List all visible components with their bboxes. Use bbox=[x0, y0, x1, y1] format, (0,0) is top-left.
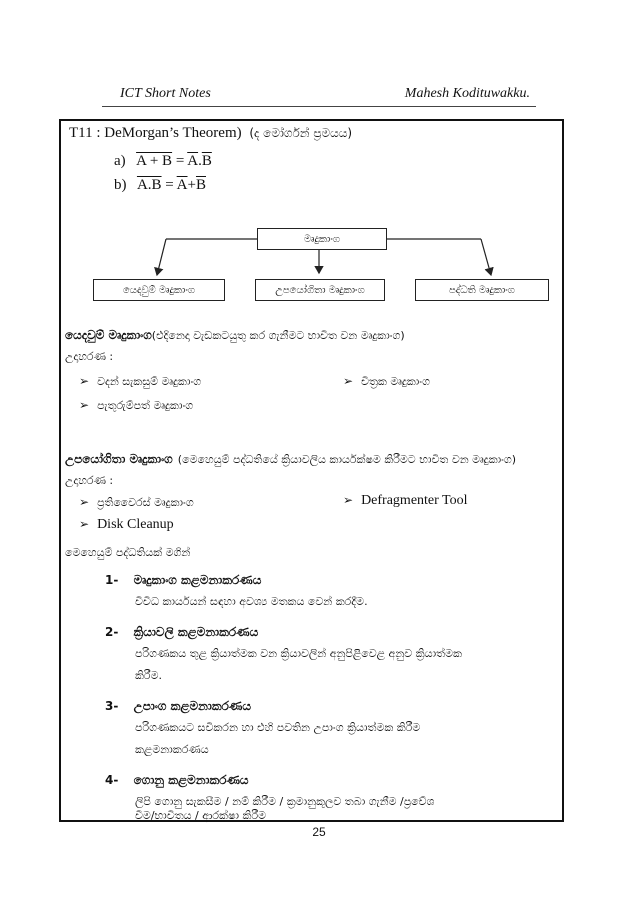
os-function-title: මෘදුකාංග කළමනාකරණය bbox=[133, 573, 262, 587]
os-function-number: 1- bbox=[105, 573, 119, 587]
arrow-bullet-icon: ➢ bbox=[343, 374, 354, 388]
equation-b-lhs: A.B bbox=[136, 177, 162, 193]
equation-a-label: a) bbox=[114, 153, 126, 169]
os-function-title: උපාංග කළමනාකරණය bbox=[133, 699, 251, 713]
arrow-bullet-icon: ➢ bbox=[79, 374, 90, 388]
os-function-4-title bbox=[105, 769, 249, 788]
equation-a-lhs: A + B bbox=[136, 153, 173, 169]
equation-a-dot: . bbox=[198, 153, 202, 169]
utility-heading: උපයෝගිතා මෘදුකාංග bbox=[65, 452, 173, 466]
os-function-1-title bbox=[105, 569, 261, 588]
header-title: ICT Short Notes bbox=[120, 86, 211, 101]
arrow-bullet-icon: ➢ bbox=[343, 493, 354, 507]
bullet-text: චිත්‍රක මෘදුකාංග bbox=[361, 375, 430, 388]
application-bullet-3 bbox=[79, 398, 193, 413]
equation-a-rhs-2: $\overline{B}$ bbox=[201, 153, 212, 169]
diagram-box-application: යෙදවුම් මෘදුකාංග bbox=[93, 279, 225, 301]
bullet-text: ප්‍රතිවෛරස් මෘදුකාංග bbox=[97, 496, 194, 509]
equation-b-rhs-2: $\overline{B}$ bbox=[195, 177, 206, 193]
os-function-number: 4- bbox=[105, 773, 119, 787]
os-functions-intro: මෙහෙයුම් පද්ධතියක් මගින් bbox=[65, 546, 191, 559]
os-function-number: 3- bbox=[105, 699, 119, 713]
section-utility-heading bbox=[65, 448, 516, 467]
application-bullet-1 bbox=[79, 374, 201, 389]
utility-heading-note: (මෙහෙයුම් පද්ධතියේ ක්‍රියාවලිය කාර්යක්ෂම කිරීමට භාවිත වන මෘදුකාංග) bbox=[177, 453, 517, 466]
equation-b-rhs-1: $\overline{A}$ bbox=[176, 177, 188, 193]
diagram-box-utility: උපයෝගිතා මෘදුකාංග bbox=[255, 279, 385, 301]
theorem-title-sinhala: (ද මෝර්ගන් ප්‍රමයය) bbox=[249, 126, 353, 140]
application-heading: යෙදවුම් මෘදුකාංග bbox=[65, 328, 152, 342]
equation-a-equals: = bbox=[172, 153, 188, 169]
arrow-bullet-icon: ➢ bbox=[79, 495, 90, 509]
utility-bullet-2 bbox=[343, 493, 468, 509]
os-function-title: ගොනු කළමනාකරණය bbox=[133, 773, 249, 787]
os-function-3-desc-line-2: කළමනාකරණය bbox=[135, 743, 209, 756]
content-frame bbox=[59, 119, 564, 822]
equation-b-plus: + bbox=[187, 177, 196, 193]
os-function-4-desc-line-2: වීම/භාවිතය / ආරක්ෂා කිරීම bbox=[135, 809, 267, 822]
bullet-text: Disk Cleanup bbox=[97, 517, 174, 532]
equation-b-equals: = bbox=[161, 177, 177, 193]
os-function-3-title bbox=[105, 695, 251, 714]
utility-bullet-1 bbox=[79, 495, 194, 510]
os-function-3-desc-line-1: පරිගණකයට සවිකරන හා එහි පවතින උපාංග ක්‍රියාත්මක කිරීම bbox=[135, 721, 421, 734]
bullet-text: පැතුරුම්පත් මෘදුකාංග bbox=[97, 399, 194, 412]
theorem-title-main: T11 : DeMorgan’s Theorem) bbox=[69, 125, 242, 141]
application-bullet-2 bbox=[343, 374, 430, 389]
diagram-arrows bbox=[61, 121, 566, 291]
arrow-bullet-icon: ➢ bbox=[79, 398, 90, 412]
os-function-2-desc-line-1: පරිගණකය තුළ ක්‍රියාත්මක වන ක්‍රියාවලින් අනුපිළිවෙළ අනුව ක්‍රියාත්මක bbox=[135, 647, 462, 660]
application-heading-note: (එදිනෙදා වැඩකටයුතු කර ගැනීමට භාවිත වන මෘදුකාංග) bbox=[151, 329, 405, 342]
page-number: 25 bbox=[312, 825, 326, 839]
diagram-root-box: මෘදුකාංග bbox=[257, 228, 387, 250]
os-function-number: 2- bbox=[105, 625, 119, 639]
os-function-title: ක්‍රියාවලි කළමනාකරණය bbox=[133, 625, 259, 639]
utility-example-label: උදාහරණ : bbox=[65, 474, 114, 487]
running-header bbox=[102, 86, 536, 107]
application-example-label: උදාහරණ : bbox=[65, 350, 114, 363]
arrow-bullet-icon: ➢ bbox=[79, 517, 90, 531]
bullet-text: වදන් සැකසුම් මෘදුකාංග bbox=[97, 375, 202, 388]
diagram-box-system: පද්ධති මෘදුකාංග bbox=[415, 279, 549, 301]
os-function-1-desc-line-1: විවිධ කාර්යයන් සඳහා අවශ්‍ය මතකය වෙන් කරදීම. bbox=[135, 595, 368, 608]
utility-bullet-3 bbox=[79, 517, 174, 533]
section-application-heading bbox=[65, 324, 405, 343]
equation-a-rhs-1: $\overline{A}$ bbox=[187, 153, 199, 169]
os-function-2-title bbox=[105, 621, 258, 640]
bullet-text: Defragmenter Tool bbox=[361, 493, 468, 508]
os-function-2-desc-line-2: කිරීම. bbox=[135, 669, 162, 682]
os-function-4-desc-line-1: ලිපි ගොනු සැකසීම / නම් කිරීම / ක්‍රමානුකූලව තබා ගැනීම /ප්‍රවේශ bbox=[135, 795, 435, 808]
header-author: Mahesh Kodituwakku. bbox=[404, 86, 530, 101]
equation-b-label: b) bbox=[114, 177, 127, 193]
